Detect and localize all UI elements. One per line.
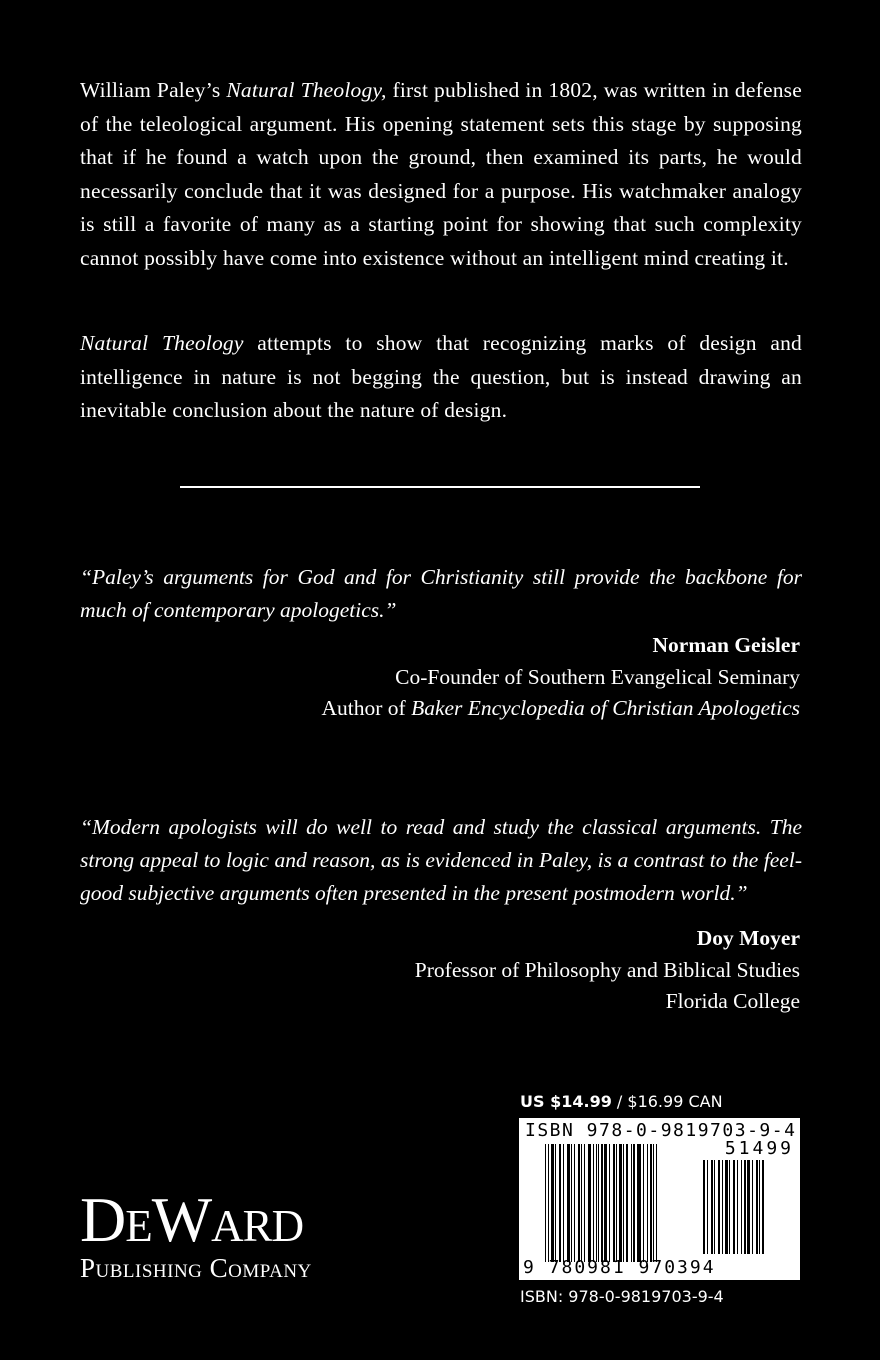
barcode-bar xyxy=(714,1160,715,1254)
book-title: Natural Theology xyxy=(80,331,244,355)
barcode-bar xyxy=(653,1144,654,1262)
endorser-name: Norman Geisler xyxy=(652,633,800,657)
barcode-bar xyxy=(633,1144,635,1262)
barcode-isbn-label: ISBN 978-0-9819703-9-4 xyxy=(525,1120,797,1141)
barcode-bar xyxy=(567,1144,570,1262)
barcode-bar xyxy=(613,1144,615,1262)
barcode-bar xyxy=(574,1144,575,1262)
endorsement-quote-1: “Paley’s arguments for God and for Christianity still provide the backbone for much of contemporary apologetics.” xyxy=(80,565,802,622)
barcode-bar xyxy=(571,1144,572,1262)
barcode-bar xyxy=(588,1144,591,1262)
book-title: Natural Theology, xyxy=(226,78,387,102)
endorser-credit xyxy=(322,693,801,725)
text: Author of xyxy=(321,696,412,720)
price xyxy=(520,1092,723,1111)
barcode-bar xyxy=(578,1144,580,1262)
barcode-addon-number: 51499 xyxy=(724,1138,794,1159)
barcode-bar xyxy=(737,1160,738,1254)
barcode-bar xyxy=(623,1144,624,1262)
barcode-bar xyxy=(637,1144,641,1262)
barcode-bar xyxy=(604,1144,607,1262)
barcode-bar xyxy=(741,1160,742,1254)
barcode-bar xyxy=(711,1160,713,1254)
barcode-bar xyxy=(725,1160,728,1254)
description-paragraph-1 xyxy=(80,74,802,275)
barcode-bar xyxy=(643,1144,644,1262)
barcode-bar xyxy=(722,1160,723,1254)
barcode-bar xyxy=(626,1144,628,1262)
barcode-bar xyxy=(703,1160,705,1254)
publisher-name: DeWard xyxy=(80,1184,304,1255)
text: William Paley’s xyxy=(80,78,227,102)
barcode-bar xyxy=(596,1144,597,1262)
barcode-bar xyxy=(718,1160,720,1254)
barcode-bar xyxy=(551,1144,554,1262)
endorsement-attribution-2 xyxy=(415,923,800,1018)
barcode-bar xyxy=(759,1160,760,1254)
barcode-bar xyxy=(581,1144,582,1262)
price-us: US $14.99 xyxy=(520,1092,612,1111)
text: first published in 1802, was written in defense of the teleological argument. His opening statement sets this stage by supposing that if he found a watch upon the ground, then examined its parts, he would necessarily conclude that it was designed for a purpose. His watchmaker analogy is still a favorite of many as a starting point for showing that such complexity cannot possibly have come into existence without an intelligent mind creating it. xyxy=(80,78,802,270)
barcode-bar xyxy=(593,1144,594,1262)
barcode-addon-bars xyxy=(703,1160,797,1254)
barcode-bar xyxy=(647,1144,648,1262)
barcode-bar xyxy=(756,1160,758,1254)
endorser-name: Doy Moyer xyxy=(696,926,800,950)
barcode-bar xyxy=(555,1144,556,1262)
barcode-bar xyxy=(747,1160,750,1254)
barcode-bar xyxy=(631,1144,632,1262)
barcode-bar xyxy=(548,1144,549,1262)
publisher-logo xyxy=(80,1184,312,1283)
barcode-bar xyxy=(545,1144,546,1262)
barcode-bar xyxy=(584,1144,585,1262)
barcode-bar xyxy=(559,1144,561,1262)
endorser-affiliation: Florida College xyxy=(665,989,800,1013)
endorser-title: Co-Founder of Southern Evangelical Seminary xyxy=(395,664,800,689)
barcode-bar xyxy=(650,1144,652,1262)
barcode-bar xyxy=(707,1160,708,1254)
barcode-bar xyxy=(744,1160,746,1254)
barcode-bar xyxy=(729,1160,730,1254)
publisher-subtitle: Publishing Company xyxy=(80,1253,312,1283)
isbn-text: ISBN: 978-0-9819703-9-4 xyxy=(520,1287,724,1306)
barcode-bar xyxy=(752,1160,753,1254)
book-title: Baker Encyclopedia of Christian Apologetics xyxy=(411,696,800,720)
barcode-bar xyxy=(598,1144,599,1262)
text: attempts to show that recognizing marks of design and intelligence in nature is not begging the question, but is instead drawing an inevitable conclusion about the nature of design. xyxy=(80,331,802,422)
barcode-bar xyxy=(619,1144,622,1262)
barcode-bar xyxy=(563,1144,564,1262)
barcode xyxy=(519,1118,800,1280)
barcode-bar xyxy=(733,1160,735,1254)
divider xyxy=(180,486,700,488)
barcode-bar xyxy=(609,1144,610,1262)
barcode-digits: 9 780981 970394 xyxy=(523,1257,716,1278)
endorser-title: Professor of Philosophy and Biblical Studies xyxy=(414,957,800,982)
barcode-bar xyxy=(656,1144,657,1262)
price-can: / $16.99 CAN xyxy=(611,1092,723,1111)
barcode-bar xyxy=(762,1160,764,1254)
barcode-bar xyxy=(601,1144,603,1262)
barcode-main-bars xyxy=(545,1144,705,1262)
description-paragraph-2 xyxy=(80,327,802,428)
barcode-bar xyxy=(616,1144,617,1262)
endorsement-quote-2: “Modern apologists will do well to read and study the classical arguments. The strong appeal to logic and reason, as is evidenced in Paley, is a contrast to the feel-good subjective arguments often presented in the present postmodern world.” xyxy=(80,815,802,905)
endorsement-attribution-1 xyxy=(322,630,801,725)
